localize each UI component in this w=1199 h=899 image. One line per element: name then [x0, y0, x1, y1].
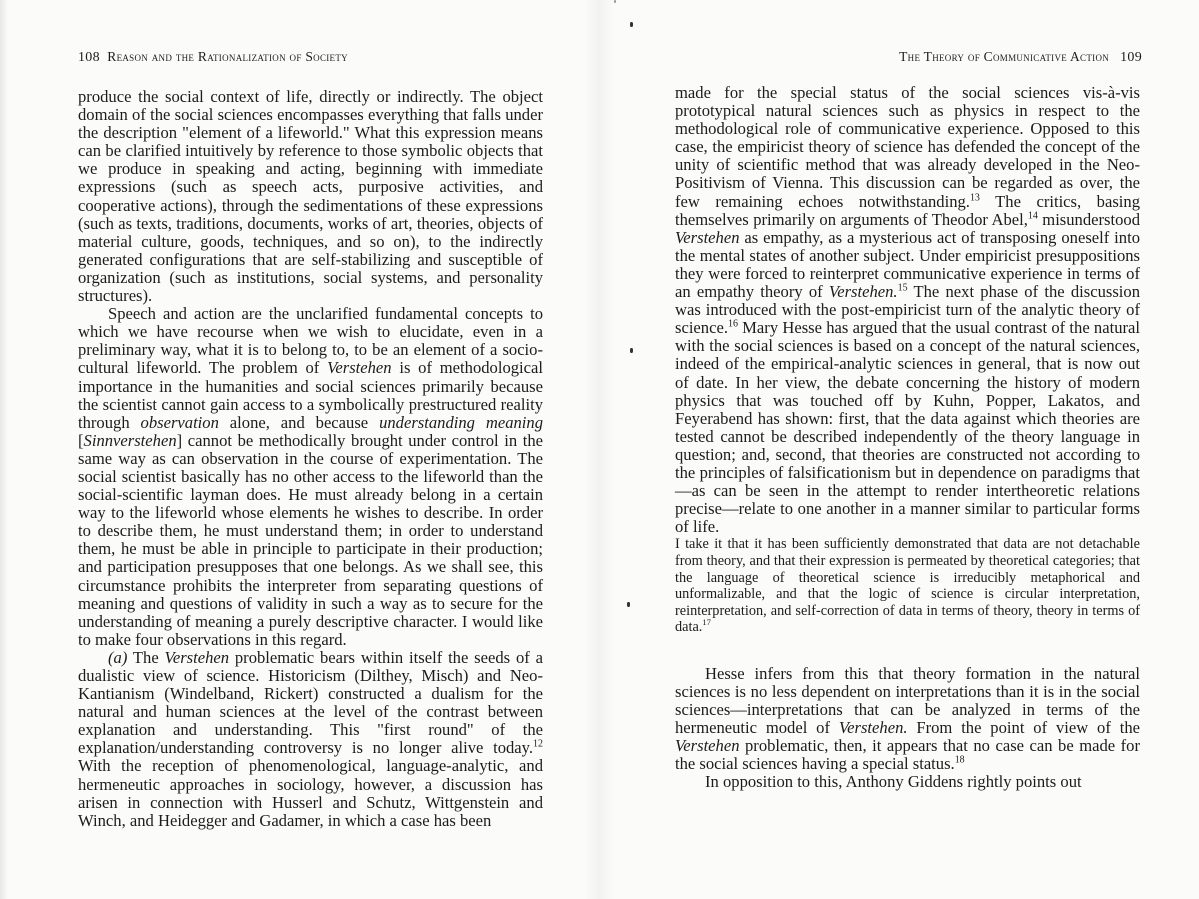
italic-text: Sinnverstehen: [83, 430, 177, 450]
paragraph: [675, 84, 1140, 536]
paragraph: [675, 665, 1140, 774]
page-number: 108: [78, 50, 100, 65]
text-run: Speech and action are the unclarified fundamental concepts to which we have recourse when we wish to elucidate, even in a preliminary way, what it is to belong to, to be an element of a socio-cultural lifeworld. The problem of: [78, 304, 543, 378]
paragraph: [78, 88, 543, 305]
text-run: problematic, then, it appears that no case can be made for the social sciences having a special status.: [675, 736, 1140, 774]
footnote-ref: 15: [897, 282, 908, 294]
text-run: The critics, basing themselves primarily on arguments of Theodor Abel,: [675, 191, 1140, 229]
text-run: From the point of view of the: [907, 718, 1140, 738]
text-run: made for the special status of the social sciences vis-à-vis prototypical natural sciences such as physics in respect to the methodological role of communicative experience. Opposed to this case, the empiricist theory of science has defended the concept of the unity of scientific method that was already developed in the Neo-Positivism of Vienna. This discussion can be regarded as over, the few remaining echoes notwithstanding.: [675, 83, 1140, 211]
italic-text: Verstehen: [675, 736, 740, 756]
text-run: alone, and because: [218, 412, 380, 432]
text-run: ] cannot be methodically brought under control in the same way as can observation in the course of experimentation. The social scientist basically has no other access to the lifeworld than the social-scientific layman does. He must already belong in a certain way to the lifeworld whose elements he wishes to describe. In order to describe them, he must understand them; in order to understand them, he must be able in principle to participate in their production; and participation presupposes that one belongs. As we shall see, this circumstance prohibits the interpreter from separating questions of meaning and questions of validity in such a way as to secure for the understanding of meaning a purely descriptive character. I would like to make four observations in this regard.: [78, 430, 543, 649]
footnote-ref: 12: [533, 738, 543, 750]
footnote-ref: 14: [1027, 210, 1038, 222]
text-run: I take it that it has been sufficiently demonstrated that data are not detachable from theory, and that their expression is permeated by theoretical categories; that the language of theoretical science is irreducibly metaphorical and unformalizable, and that the logic of science is circular interpretation, reinterpretation, and self-correction of data in terms of theory, theory in terms of data.: [675, 536, 1140, 636]
paragraph: [675, 773, 1140, 791]
text-run: The next phase of the discussion was introduced with the post-empiricist turn of the analytic theory of science.: [675, 282, 1140, 338]
italic-text: Verstehen.: [828, 282, 898, 302]
text-run: With the reception of phenomenological, language-analytic, and hermeneutic approaches in sociology, however, a discussion has arisen in connection with Husserl and Schutz, Wittgenstein and Winch, and Heidegger and Gadamer, in which a case has been: [78, 756, 543, 830]
right-running-head: [899, 49, 1142, 66]
left-running-head: [78, 49, 348, 66]
text-run: In opposition to this, Anthony Giddens rightly points out: [705, 772, 1082, 792]
paragraph: [78, 649, 543, 830]
right-page: [600, 0, 1199, 899]
text-run: problematic bears within itself the seeds of a dualistic view of science. Historicism (Dilthey, Misch) and Neo-Kantianism (Windelband, Rickert) constructed a dualism for the natural and human sciences at the level of the contrast between explanation and understanding. This "first round" of the explanation/understanding controversy is no longer alive today.: [78, 647, 543, 758]
footnote-ref: 13: [969, 192, 980, 204]
text-run: [: [78, 430, 84, 450]
running-head-title: Reason and the Rationalization of Society: [107, 49, 348, 64]
italic-text: Verstehen: [327, 358, 392, 378]
italic-text: Verstehen.: [838, 718, 908, 738]
text-run: The: [127, 647, 165, 667]
text-run: is of methodological importance in the humanities and social sciences primarily because the scientist cannot gain access to a symbolically prestructured reality through: [78, 358, 543, 432]
footnote-ref: 16: [727, 318, 738, 330]
text-run: Mary Hesse has argued that the usual contrast of the natural with the social sciences is based on a concept of the natural sciences, indeed of the empirical-analytic sciences in general, that is now out of date. In her view, the debate concerning the history of modern physics that was touched off by Kuhn, Popper, Lakatos, and Feyerabend has shown: first, that the data against which theories are tested cannot be described independently of the theory language in question; and, second, that theories are constructed not according to the principles of falsificationism but in dependence on paradigms that—as can be seen in the attempt to render intertheoretic relations precise—relate to one another in a manner similar to particular forms of life.: [675, 318, 1140, 537]
text-run: as empathy, as a mysterious act of transposing oneself into the mental states of another subject. Under empiricist presuppositions they were forced to reinterpret communicative experience in terms of an empathy theory of: [675, 227, 1140, 302]
italic-text: Verstehen: [164, 647, 230, 667]
footnote-ref: 17: [702, 617, 711, 628]
right-body-text: [675, 84, 1140, 792]
paragraph: [78, 305, 543, 649]
italic-text: Verstehen: [675, 227, 740, 247]
italic-text: (a): [108, 647, 128, 667]
page-number: 109: [1120, 50, 1142, 65]
left-body-text: [78, 88, 543, 830]
running-head-title: The Theory of Communicative Action: [899, 49, 1110, 64]
block-quote: [675, 536, 1140, 636]
italic-text: understanding meaning: [379, 412, 543, 432]
text-run: misunderstood: [1037, 209, 1140, 229]
footnote-ref: 18: [954, 754, 965, 766]
text-run: produce the social context of life, directly or indirectly. The object domain of the social sciences encompasses everything that falls under the description "element of a lifeworld." What this expression means can be clarified intuitively by reference to those symbolic objects that we produce in speaking and acting, beginning with immediate expressions (such as speech acts, purposive activities, and cooperative actions), through the sedimentations of these expressions (such as texts, traditions, documents, works of art, theories, objects of material culture, goods, techniques, and so on), to the indirectly generated configurations that are self-stabilizing and susceptible of organization (such as institutions, social systems, and personality structures).: [78, 87, 543, 306]
italic-text: observation: [140, 412, 219, 432]
text-run: Hesse infers from this that theory formation in the natural sciences is no less dependent on interpretations than it is in the social sciences—interpretations that can be analyzed in terms of the hermeneutic model of: [675, 663, 1140, 738]
